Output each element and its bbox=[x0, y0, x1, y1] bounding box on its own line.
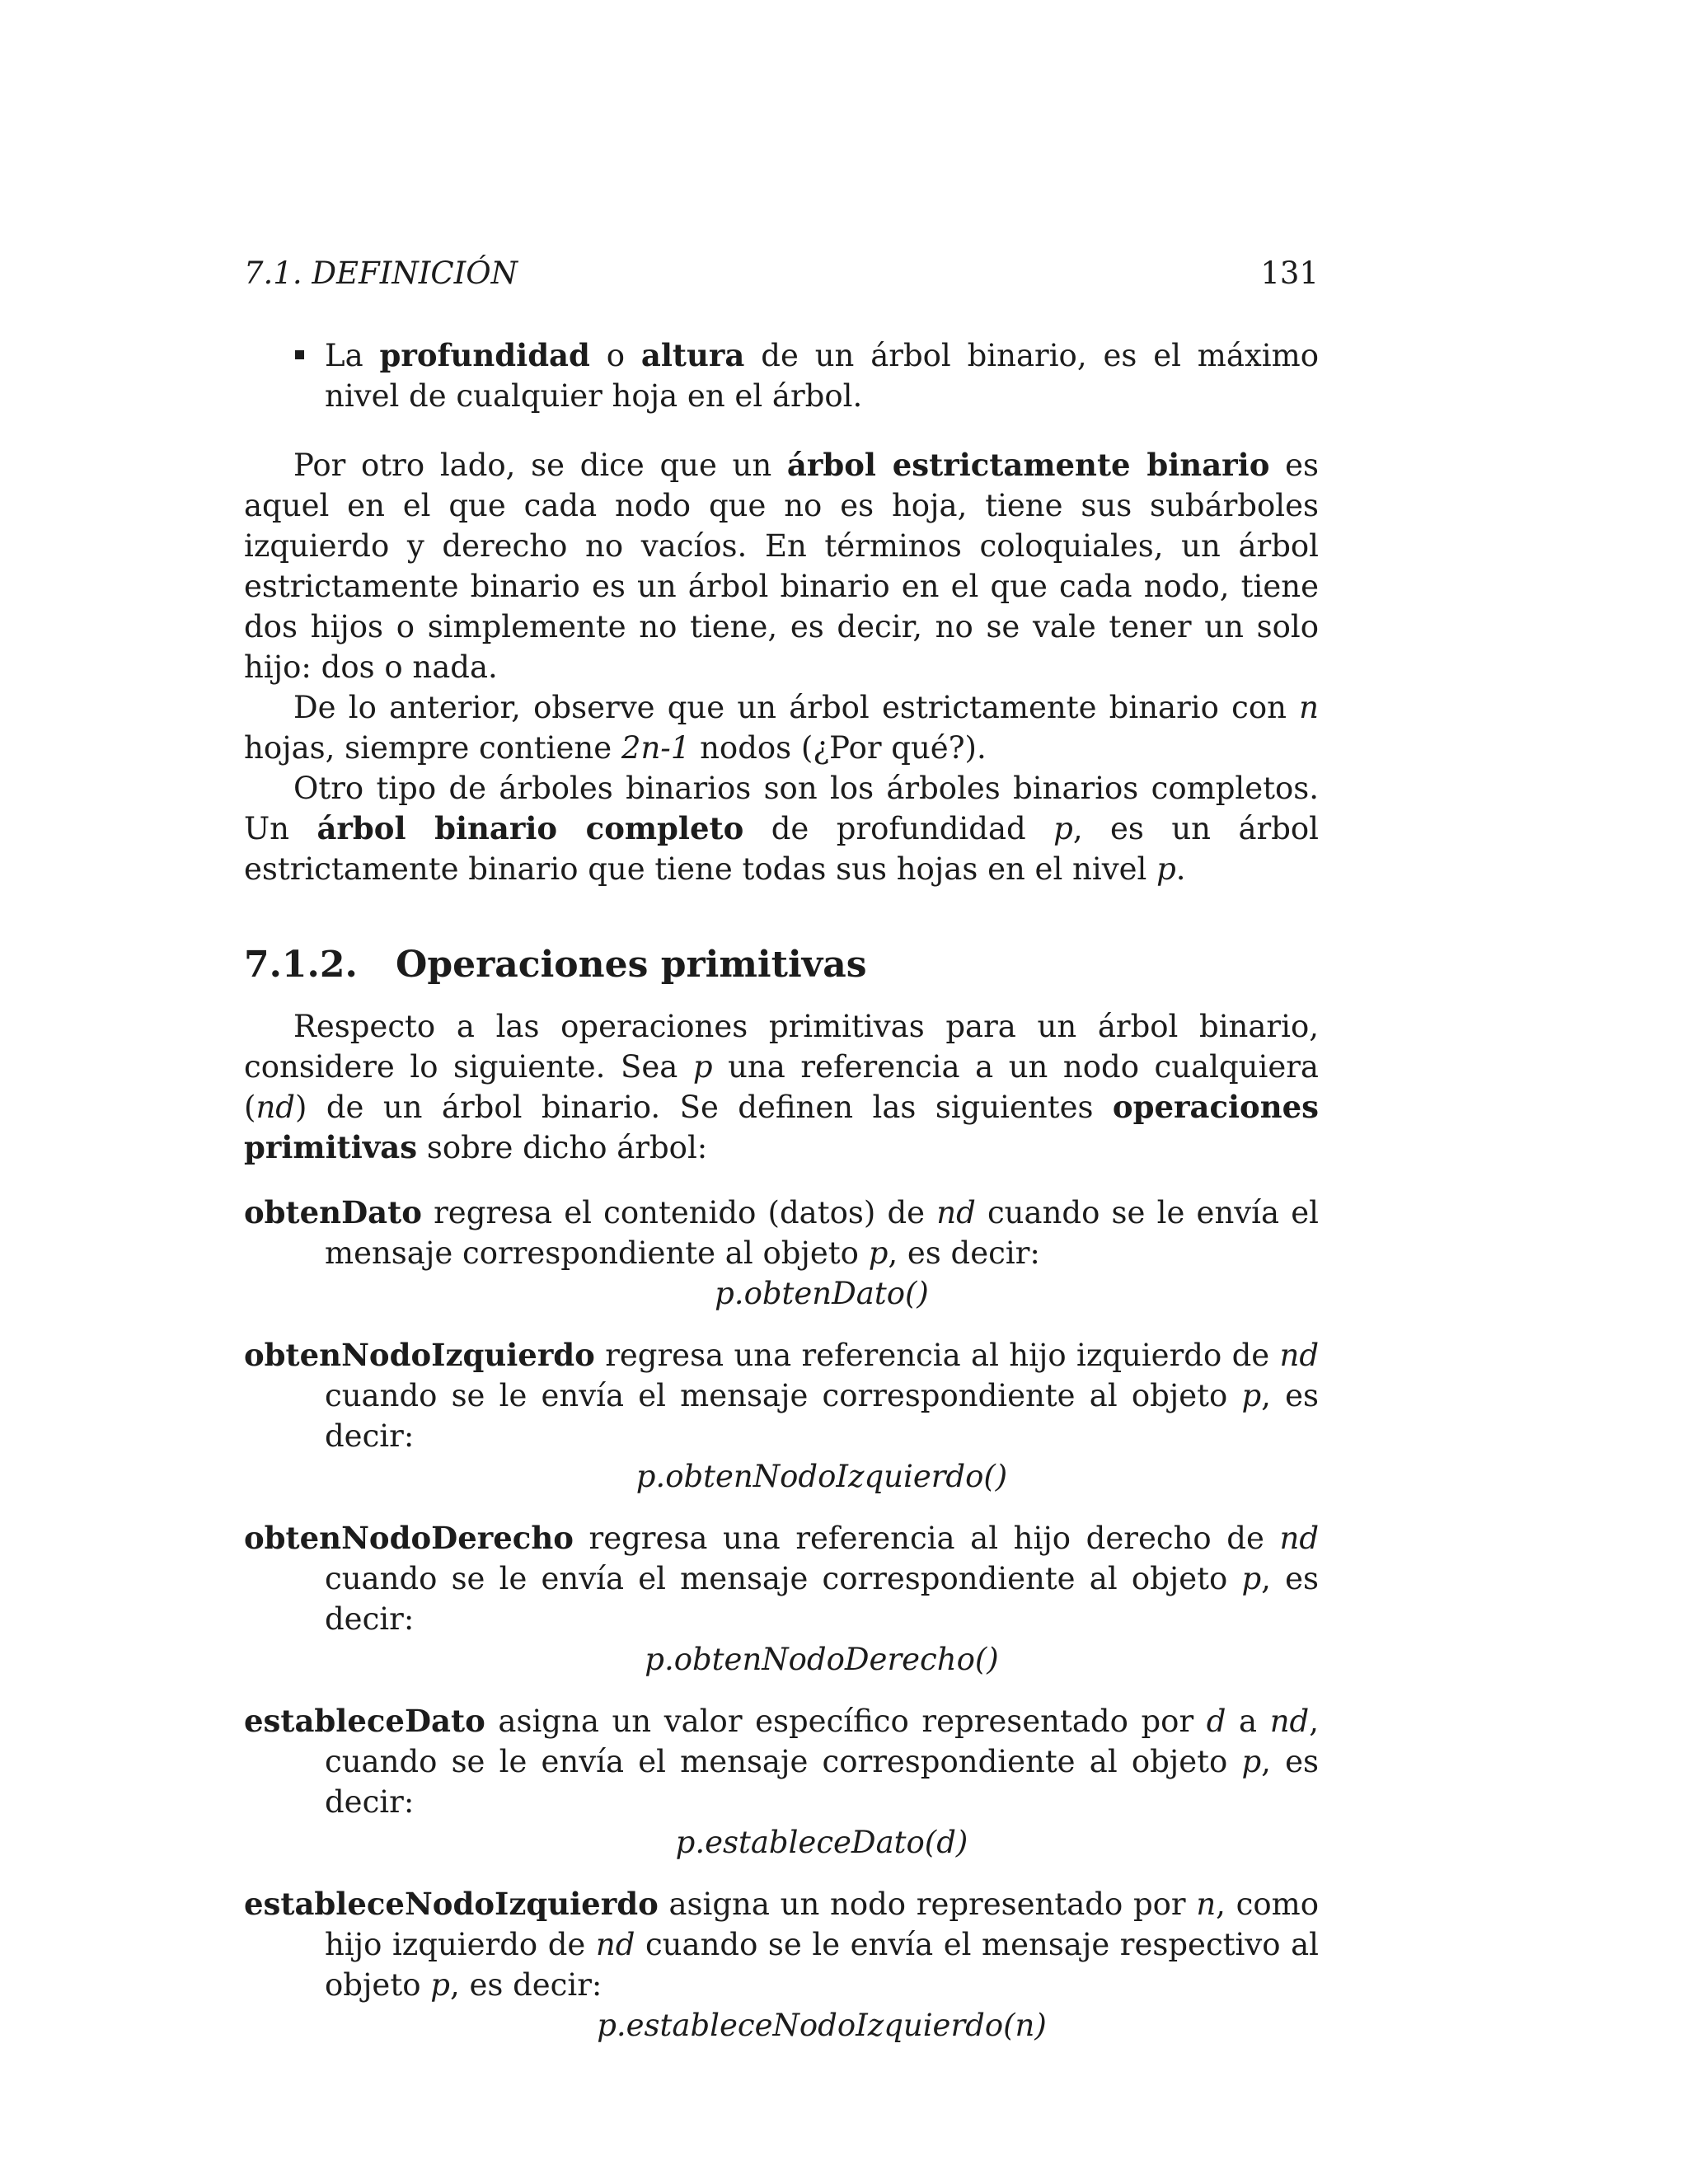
definition-item bbox=[244, 1884, 1319, 2046]
text-run: de profundidad bbox=[743, 811, 1054, 846]
method-call: p.obtenNodoDerecho() bbox=[645, 1642, 999, 1677]
document-page bbox=[244, 247, 1319, 2067]
definition-item bbox=[244, 1701, 1319, 1863]
paragraph-primitives-intro bbox=[244, 1006, 1319, 1168]
text-run: , es un árbol estrictamente binario que tiene todas sus hojas en el nivel bbox=[244, 811, 1319, 887]
math-var: nd bbox=[936, 1195, 976, 1230]
text-run: Otro tipo de árboles binarios son los árboles binarios completos. Un bbox=[244, 771, 1319, 846]
text-run: Por otro lado, se dice que un bbox=[293, 448, 787, 483]
bold-term: altura bbox=[640, 337, 745, 373]
subsection-number: 7.1.2. bbox=[244, 944, 358, 986]
math-var: p bbox=[1241, 1561, 1262, 1596]
bullet-item-depth bbox=[244, 335, 1319, 416]
bold-term: árbol binario completo bbox=[316, 810, 744, 846]
text-run: , es decir: bbox=[325, 1744, 1319, 1820]
text-run: Respecto a las operaciones primitivas para un árbol binario, considere lo siguiente. Sea bbox=[244, 1009, 1319, 1085]
text-run: nodos (¿Por qué?). bbox=[690, 730, 987, 766]
method-call: p.estableceNodoIzquierdo(n) bbox=[597, 2008, 1047, 2043]
definition-item bbox=[244, 1335, 1319, 1497]
definition-item bbox=[244, 1193, 1319, 1314]
math-var: nd bbox=[256, 1090, 295, 1125]
text-run: o bbox=[589, 338, 641, 373]
text-run: , es decir: bbox=[888, 1235, 1040, 1271]
text-run: hojas, siempre contiene bbox=[244, 730, 621, 766]
bold-term: operaciones primitivas bbox=[244, 1089, 1319, 1165]
bullet-square-icon bbox=[295, 350, 304, 359]
text-run: regresa una referencia al hijo derecho de bbox=[573, 1521, 1280, 1556]
text-run: cuando se le envía el mensaje correspondiente al objeto bbox=[325, 1195, 1319, 1271]
text-run: cuando se le envía el mensaje correspondiente al objeto bbox=[325, 1561, 1242, 1596]
definition-term: obtenDato bbox=[244, 1194, 422, 1230]
method-call: p.obtenDato() bbox=[715, 1276, 929, 1311]
definition-term: estableceDato bbox=[244, 1703, 485, 1739]
method-call: p.estableceDato(d) bbox=[675, 1825, 968, 1860]
text-run: cuando se le envía el mensaje respectivo al objeto bbox=[325, 1927, 1320, 2003]
definition-item bbox=[244, 1518, 1319, 1680]
text-run: de un árbol binario, es el máximo nivel de cualquier hoja en el árbol. bbox=[325, 338, 1319, 414]
text-run: asigna un nodo representado por bbox=[658, 1886, 1197, 1922]
text-run: La bbox=[325, 338, 380, 373]
text-run: regresa el contenido (datos) de bbox=[421, 1195, 937, 1230]
text-run: a bbox=[1226, 1704, 1270, 1739]
math-var: p bbox=[868, 1235, 889, 1271]
running-header bbox=[244, 247, 1319, 297]
math-var: nd bbox=[1279, 1338, 1319, 1373]
math-var: p bbox=[1241, 1744, 1262, 1779]
math-var: d bbox=[1206, 1704, 1226, 1739]
text-run: . bbox=[1175, 851, 1186, 887]
header-section-title: 7.1. DEFINICIÓN bbox=[244, 255, 518, 291]
math-expr: 2n-1 bbox=[621, 730, 691, 766]
paragraph-complete-binary bbox=[244, 768, 1319, 889]
text-run: , es decir: bbox=[325, 1378, 1319, 1454]
bold-term: árbol estrictamente binario bbox=[786, 447, 1270, 483]
math-var: p bbox=[1156, 851, 1176, 887]
paragraph-strict-binary bbox=[244, 445, 1319, 687]
text-run: , como hijo izquierdo de bbox=[325, 1886, 1319, 1962]
math-var: nd bbox=[1269, 1704, 1310, 1739]
text-run: asigna un valor específico representado por bbox=[485, 1704, 1207, 1739]
text-run: es aquel en el que cada nodo que no es hoja, tiene sus subárboles izquierdo y derecho no vacíos. En términos coloquiales, un árbol estrictamente binario es un árbol binario en el que cada nodo, tiene dos hijos o simplemente no tiene, es decir, no se vale tener un solo hijo: dos o nada. bbox=[244, 448, 1319, 685]
text-run: , cuando se le envía el mensaje correspondiente al objeto bbox=[325, 1704, 1319, 1779]
math-var: n bbox=[1196, 1886, 1217, 1922]
text-run: ) de un árbol binario. Se definen las siguientes bbox=[294, 1090, 1113, 1125]
math-var: nd bbox=[1279, 1521, 1319, 1556]
page-number: 131 bbox=[1260, 255, 1319, 291]
math-var: p bbox=[1241, 1378, 1262, 1413]
bold-term: profundidad bbox=[379, 337, 590, 373]
text-run: regresa una referencia al hijo izquierdo de bbox=[594, 1338, 1280, 1373]
text-run: una referencia a un nodo cualquiera ( bbox=[244, 1049, 1319, 1125]
math-var: p bbox=[430, 1967, 450, 2003]
text-run: cuando se le envía el mensaje correspondiente al objeto bbox=[325, 1378, 1242, 1413]
text-run: De lo anterior, observe que un árbol estrictamente binario con bbox=[293, 690, 1300, 725]
text-run: , es decir: bbox=[325, 1561, 1319, 1637]
math-var: p bbox=[692, 1049, 713, 1085]
paragraph-leaf-count bbox=[244, 687, 1319, 768]
definition-term: estableceNodoIzquierdo bbox=[244, 1886, 659, 1922]
math-var: nd bbox=[595, 1927, 635, 1962]
subsection-title: Operaciones primitivas bbox=[396, 944, 867, 986]
definition-list bbox=[244, 1193, 1319, 2046]
definition-term: obtenNodoIzquierdo bbox=[244, 1337, 595, 1373]
math-var: n bbox=[1299, 690, 1319, 725]
definition-term: obtenNodoDerecho bbox=[244, 1520, 574, 1556]
text-run: sobre dicho árbol: bbox=[417, 1130, 708, 1165]
method-call: p.obtenNodoIzquierdo() bbox=[635, 1459, 1008, 1494]
text-run: , es decir: bbox=[449, 1967, 603, 2003]
subsection-heading bbox=[244, 942, 1319, 988]
math-var: p bbox=[1053, 811, 1073, 846]
